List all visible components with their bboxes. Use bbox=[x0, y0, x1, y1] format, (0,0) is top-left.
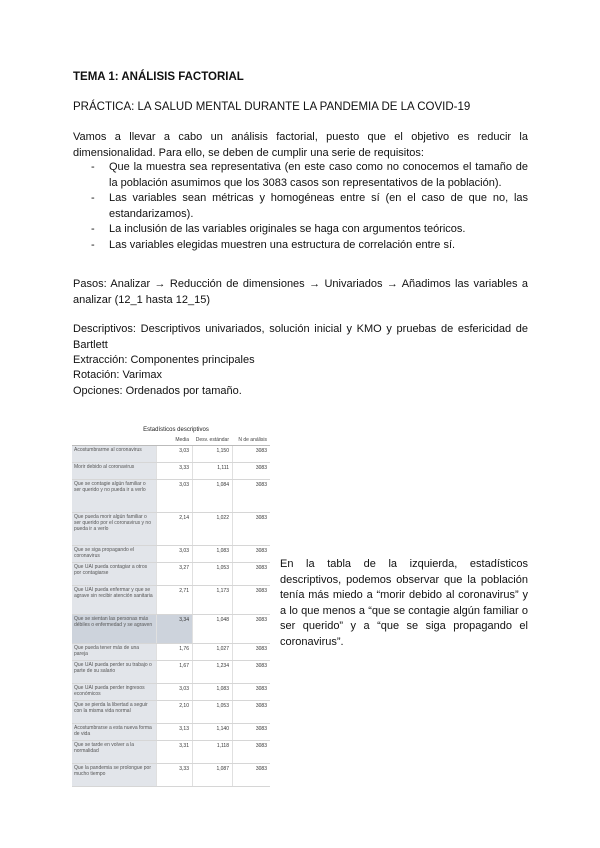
table-row bbox=[72, 661, 270, 684]
options-line: Opciones: Ordenados por tamaño. bbox=[73, 385, 242, 397]
sd-cell: 1,140 bbox=[192, 724, 232, 740]
header-cell: Media bbox=[175, 437, 189, 443]
sd-cell: 1,053 bbox=[192, 563, 232, 585]
mean-cell: 1,67 bbox=[156, 661, 192, 683]
mean-cell: 1,76 bbox=[156, 644, 192, 660]
n-cell: 3083 bbox=[232, 563, 270, 585]
row-label: Que pueda morir algún familiar o ser querido por el coronavirus y no pueda ir a verlo bbox=[72, 513, 156, 545]
header-cell: N de análisis bbox=[238, 437, 267, 443]
sd-cell: 1,118 bbox=[192, 741, 232, 763]
row-label: Que UAI pueda perder su trabajo o parte de su salario bbox=[72, 661, 156, 683]
sd-cell: 1,084 bbox=[192, 480, 232, 512]
n-cell: 3083 bbox=[232, 764, 270, 786]
n-cell: 3083 bbox=[232, 586, 270, 614]
sd-cell: 1,087 bbox=[192, 764, 232, 786]
sd-cell: 1,173 bbox=[192, 586, 232, 614]
table-row bbox=[72, 741, 270, 764]
table-row bbox=[72, 563, 270, 586]
list-item: - Que la muestra sea representativa (en este caso como no conocemos el tamaño de la población asumimos que los 3083 casos son representativos de la población). bbox=[73, 160, 528, 191]
table-row bbox=[72, 586, 270, 615]
sd-cell: 1,027 bbox=[192, 644, 232, 660]
list-item: - Las variables elegidas muestren una estructura de correlación entre sí. bbox=[73, 238, 528, 254]
row-label: Morir debido al coronavirus bbox=[72, 463, 156, 479]
row-label: Acostumbrarme al coronavirus bbox=[72, 446, 156, 462]
n-cell: 3083 bbox=[232, 684, 270, 700]
mean-cell: 3,27 bbox=[156, 563, 192, 585]
row-label: Que UAI pueda perder ingresos económicos bbox=[72, 684, 156, 700]
n-cell: 3083 bbox=[232, 701, 270, 723]
mean-cell: 3,31 bbox=[156, 741, 192, 763]
page-title: TEMA 1: ANÁLISIS FACTORIAL bbox=[73, 71, 244, 83]
sd-cell: 1,111 bbox=[192, 463, 232, 479]
row-label: Que se tarde en volver a la normalidad bbox=[72, 741, 156, 763]
row-label: Que se siga propagando el coronavirus bbox=[72, 546, 156, 562]
list-item: - La inclusión de las variables originales se haga con argumentos teóricos. bbox=[73, 222, 528, 238]
n-cell: 3083 bbox=[232, 724, 270, 740]
table-row bbox=[72, 615, 270, 644]
mean-cell: 3,03 bbox=[156, 546, 192, 562]
row-label: Que se sientan las personas más débiles o enfermedad y se agraven bbox=[72, 615, 156, 643]
table-row bbox=[72, 644, 270, 661]
table-row bbox=[72, 764, 270, 787]
n-cell: 3083 bbox=[232, 615, 270, 643]
requirements-list bbox=[73, 160, 528, 253]
mean-cell: 3,34 bbox=[156, 615, 192, 643]
table-row bbox=[72, 546, 270, 563]
table-row bbox=[72, 724, 270, 741]
intro-paragraph: Vamos a llevar a cabo un análisis factorial, puesto que el objetivo es reducir la dimensionalidad. Para ello, se deben de cumplir una serie de requisitos: bbox=[73, 131, 528, 159]
table-row bbox=[72, 684, 270, 701]
rotation-line: Rotación: Varimax bbox=[73, 369, 163, 381]
mean-cell: 3,03 bbox=[156, 446, 192, 462]
row-label: Que se pierda la libertad a seguir con la misma vida normal bbox=[72, 701, 156, 723]
table-header bbox=[72, 435, 270, 446]
sd-cell: 1,234 bbox=[192, 661, 232, 683]
table-row bbox=[72, 463, 270, 480]
table-row bbox=[72, 513, 270, 546]
extraction-line: Extracción: Componentes principales bbox=[73, 354, 255, 366]
n-cell: 3083 bbox=[232, 480, 270, 512]
n-cell: 3083 bbox=[232, 741, 270, 763]
n-cell: 3083 bbox=[232, 546, 270, 562]
mean-cell: 3,33 bbox=[156, 764, 192, 786]
row-label: Que UAI pueda contagiar a otros por contagiarse bbox=[72, 563, 156, 585]
row-label: Que pueda tener más de una pareja bbox=[72, 644, 156, 660]
mean-cell: 2,10 bbox=[156, 701, 192, 723]
sd-cell: 1,048 bbox=[192, 615, 232, 643]
sd-cell: 1,083 bbox=[192, 684, 232, 700]
n-cell: 3083 bbox=[232, 661, 270, 683]
steps-paragraph: Pasos: Analizar → Reducción de dimensiones → Univariados → Añadimos las variables a analizar (12_1 hasta 12_15) bbox=[73, 278, 528, 306]
row-label: Acostumbrarse a esta nueva forma de vida bbox=[72, 724, 156, 740]
n-cell: 3083 bbox=[232, 463, 270, 479]
list-item: - Las variables sean métricas y homogéneas entre sí (en el caso de que no, las estandarizamos). bbox=[73, 191, 528, 222]
sd-cell: 1,083 bbox=[192, 546, 232, 562]
mean-cell: 3,33 bbox=[156, 463, 192, 479]
table-body bbox=[72, 446, 270, 787]
header-cell: Desv. estándar bbox=[195, 437, 229, 443]
sd-cell: 1,022 bbox=[192, 513, 232, 545]
table-title: Estadísticos descriptivos bbox=[143, 427, 209, 433]
practice-subtitle: PRÁCTICA: LA SALUD MENTAL DURANTE LA PANDEMIA DE LA COVID-19 bbox=[73, 101, 471, 113]
row-label: Que la pandemia se prolongue por mucho tiempo bbox=[72, 764, 156, 786]
mean-cell: 3,03 bbox=[156, 480, 192, 512]
mean-cell: 2,14 bbox=[156, 513, 192, 545]
sd-cell: 1,150 bbox=[192, 446, 232, 462]
n-cell: 3083 bbox=[232, 513, 270, 545]
descriptive-statistics-table bbox=[72, 425, 270, 787]
table-row bbox=[72, 480, 270, 513]
header-cell bbox=[72, 435, 156, 445]
descriptives-paragraph: Descriptivos: Descriptivos univariados, solución inicial y KMO y pruebas de esfericidad de Bartlett bbox=[73, 323, 528, 351]
table-row bbox=[72, 701, 270, 724]
table-row bbox=[72, 446, 270, 463]
sd-cell: 1,053 bbox=[192, 701, 232, 723]
mean-cell: 3,03 bbox=[156, 684, 192, 700]
n-cell: 3083 bbox=[232, 446, 270, 462]
row-label: Que UAI pueda enfermar y que se agrave sin recibir atención sanitaria bbox=[72, 586, 156, 614]
n-cell: 3083 bbox=[232, 644, 270, 660]
mean-cell: 3,13 bbox=[156, 724, 192, 740]
mean-cell: 2,71 bbox=[156, 586, 192, 614]
row-label: Que se contagie algún familiar o ser querido y no pueda ir a verlo bbox=[72, 480, 156, 512]
analysis-paragraph: En la tabla de la izquierda, estadísticos descriptivos, podemos observar que la población tenía más miedo a “morir debido al coronavirus” y a lo que menos a “que se contagie algún familiar o ser querido” y a “que se siga propagando el coronavirus”. bbox=[280, 558, 528, 648]
